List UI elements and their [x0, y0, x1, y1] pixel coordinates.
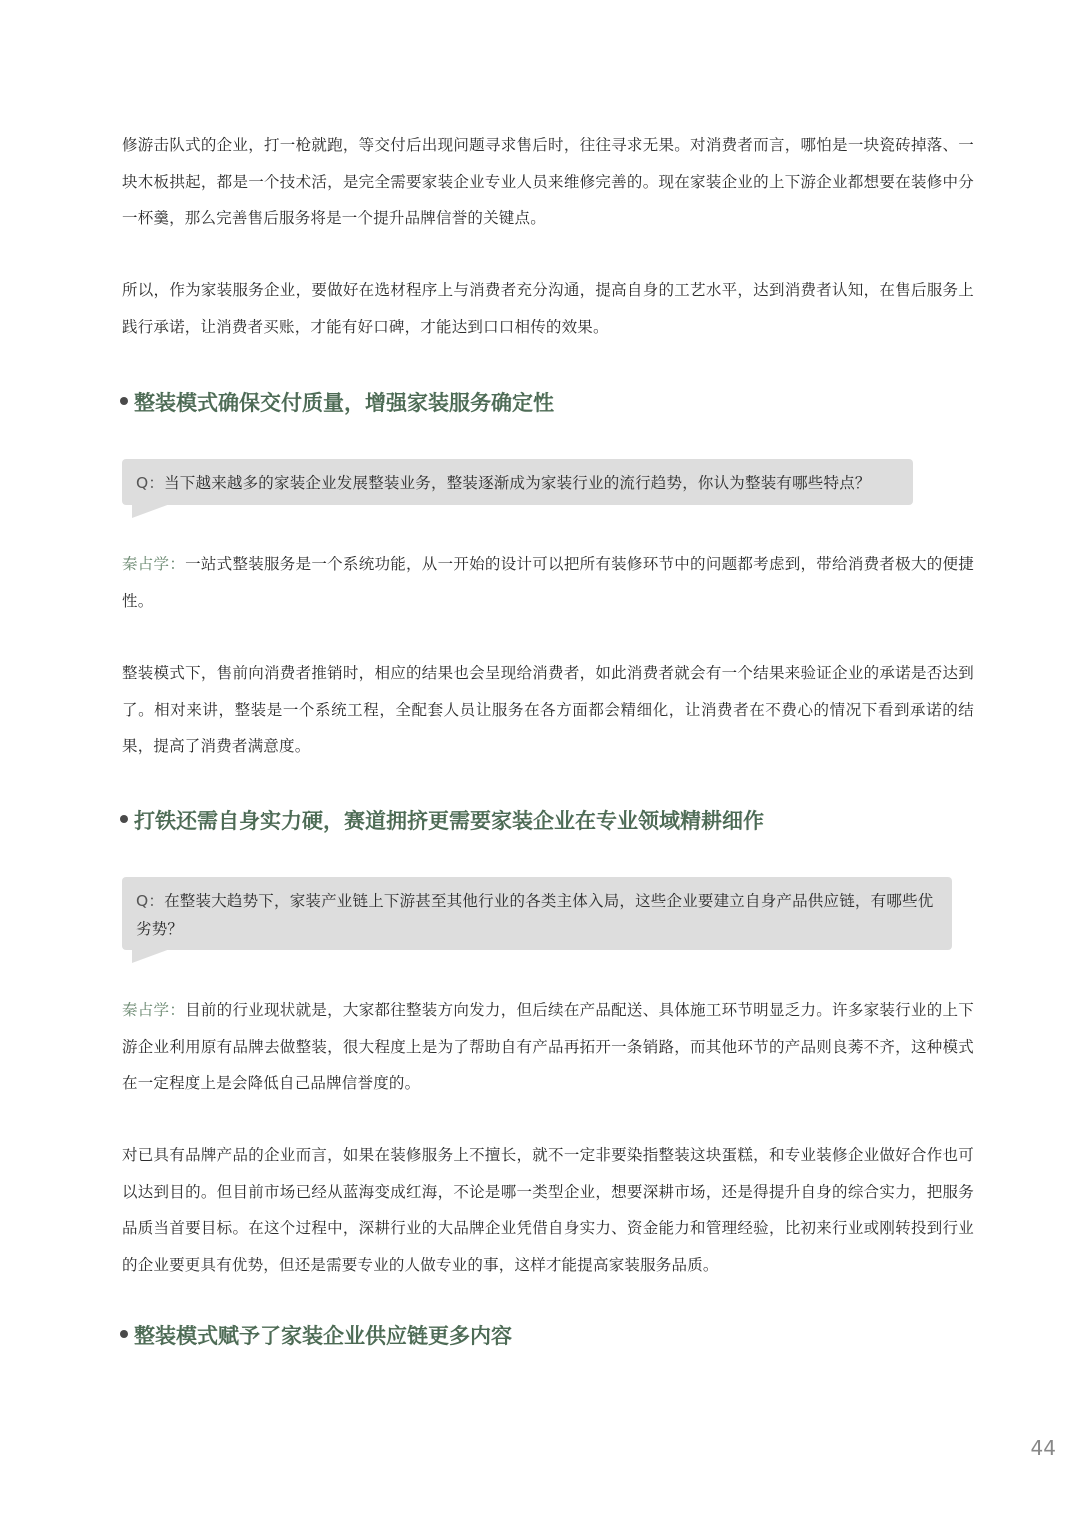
paragraph-brand-enterprises: 对已具有品牌产品的企业而言，如果在装修服务上不擅长，就不一定非要染指整装这块蛋糕，和专业装修企业做好合作也可以达到目的。但目前市场已经从蓝海变成红海，不论是哪一类型企业，想要深耕市场，还是得提升自身的综合实力，把服务品质当首要目标。在这个过程中，深耕行业的大品牌企业凭借自身实力、资金能力和管理经验，比初来行业或刚转投到行业的企业要更具有优势，但还是需要专业的人做专业的事，这样才能提高家装服务品质。: [122, 1146, 974, 1274]
answer-text: 目前的行业现状就是，大家都往整装方向发力，但后续在产品配送、具体施工环节明显乏力。许多家装行业的上下游企业利用原有品牌去做整装，很大程度上是为了帮助自有产品再拓开一条销路，而其他环节的产品则良莠不齐，这种模式在一定程度上是会降低自己品牌信誉度的。: [122, 1001, 974, 1092]
section-heading-1-text: 整装模式确保交付质量，增强家装服务确定性: [134, 391, 554, 415]
page-number: 44: [1030, 1436, 1056, 1460]
section-heading-3: [120, 1321, 512, 1351]
question-text: 在整装大趋势下，家装产业链上下游甚至其他行业的各类主体入局，这些企业要建立自身产品供应链，有哪些优劣势？: [136, 892, 934, 938]
bullet-dot-icon: [120, 815, 128, 823]
speech-bubble-tail-icon: [132, 949, 170, 963]
question-label: Q：: [136, 892, 165, 910]
answer-text: 一站式整装服务是一个系统功能，从一开始的设计可以把所有装修环节中的问题都考虑到，带给消费者极大的便捷性。: [122, 555, 974, 610]
speech-bubble-tail-icon: [132, 504, 170, 518]
paragraph-full-package: 整装模式下，售前向消费者推销时，相应的结果也会呈现给消费者，如此消费者就会有一个结果来验证企业的承诺是否达到了。相对来讲，整装是一个系统工程，全配套人员让服务在各方面都会精细化，让消费者在不费心的情况下看到承诺的结果，提高了消费者满意度。: [122, 664, 974, 755]
question-text: 当下越来越多的家装企业发展整装业务，整装逐渐成为家装行业的流行趋势，你认为整装有哪些特点？: [164, 474, 871, 492]
question-box-2: [122, 877, 952, 950]
bullet-dot-icon: [120, 1330, 128, 1338]
bullet-dot-icon: [120, 397, 128, 405]
section-heading-2: [120, 806, 764, 836]
paragraph-after-sales: 修游击队式的企业，打一枪就跑，等交付后出现问题寻求售后时，往往寻求无果。对消费者而言，哪怕是一块瓷砖掉落、一块木板拱起，都是一个技术活，是完全需要家装企业专业人员来维修完善的。现在家装企业的上下游企业都想要在装修中分一杯羹，那么完善售后服务将是一个提升品牌信誉的关键点。: [122, 136, 974, 227]
section-heading-2-text: 打铁还需自身实力硬，赛道拥挤更需要家装企业在专业领域精耕细作: [134, 809, 764, 833]
section-heading-1: [120, 388, 554, 418]
question-box-1: [122, 459, 913, 505]
section-heading-3-text: 整装模式赋予了家装企业供应链更多内容: [134, 1324, 512, 1348]
answer-1: [122, 546, 974, 619]
answer-2: [122, 992, 974, 1102]
answer-speaker: 秦占学：: [122, 555, 186, 573]
paragraph-conclusion: 所以，作为家装服务企业，要做好在选材程序上与消费者充分沟通，提高自身的工艺水平，达到消费者认知，在售后服务上践行承诺，让消费者买账，才能有好口碑，才能达到口口相传的效果。: [122, 281, 974, 336]
question-label: Q：: [136, 474, 165, 492]
answer-speaker: 秦占学：: [122, 1001, 186, 1019]
